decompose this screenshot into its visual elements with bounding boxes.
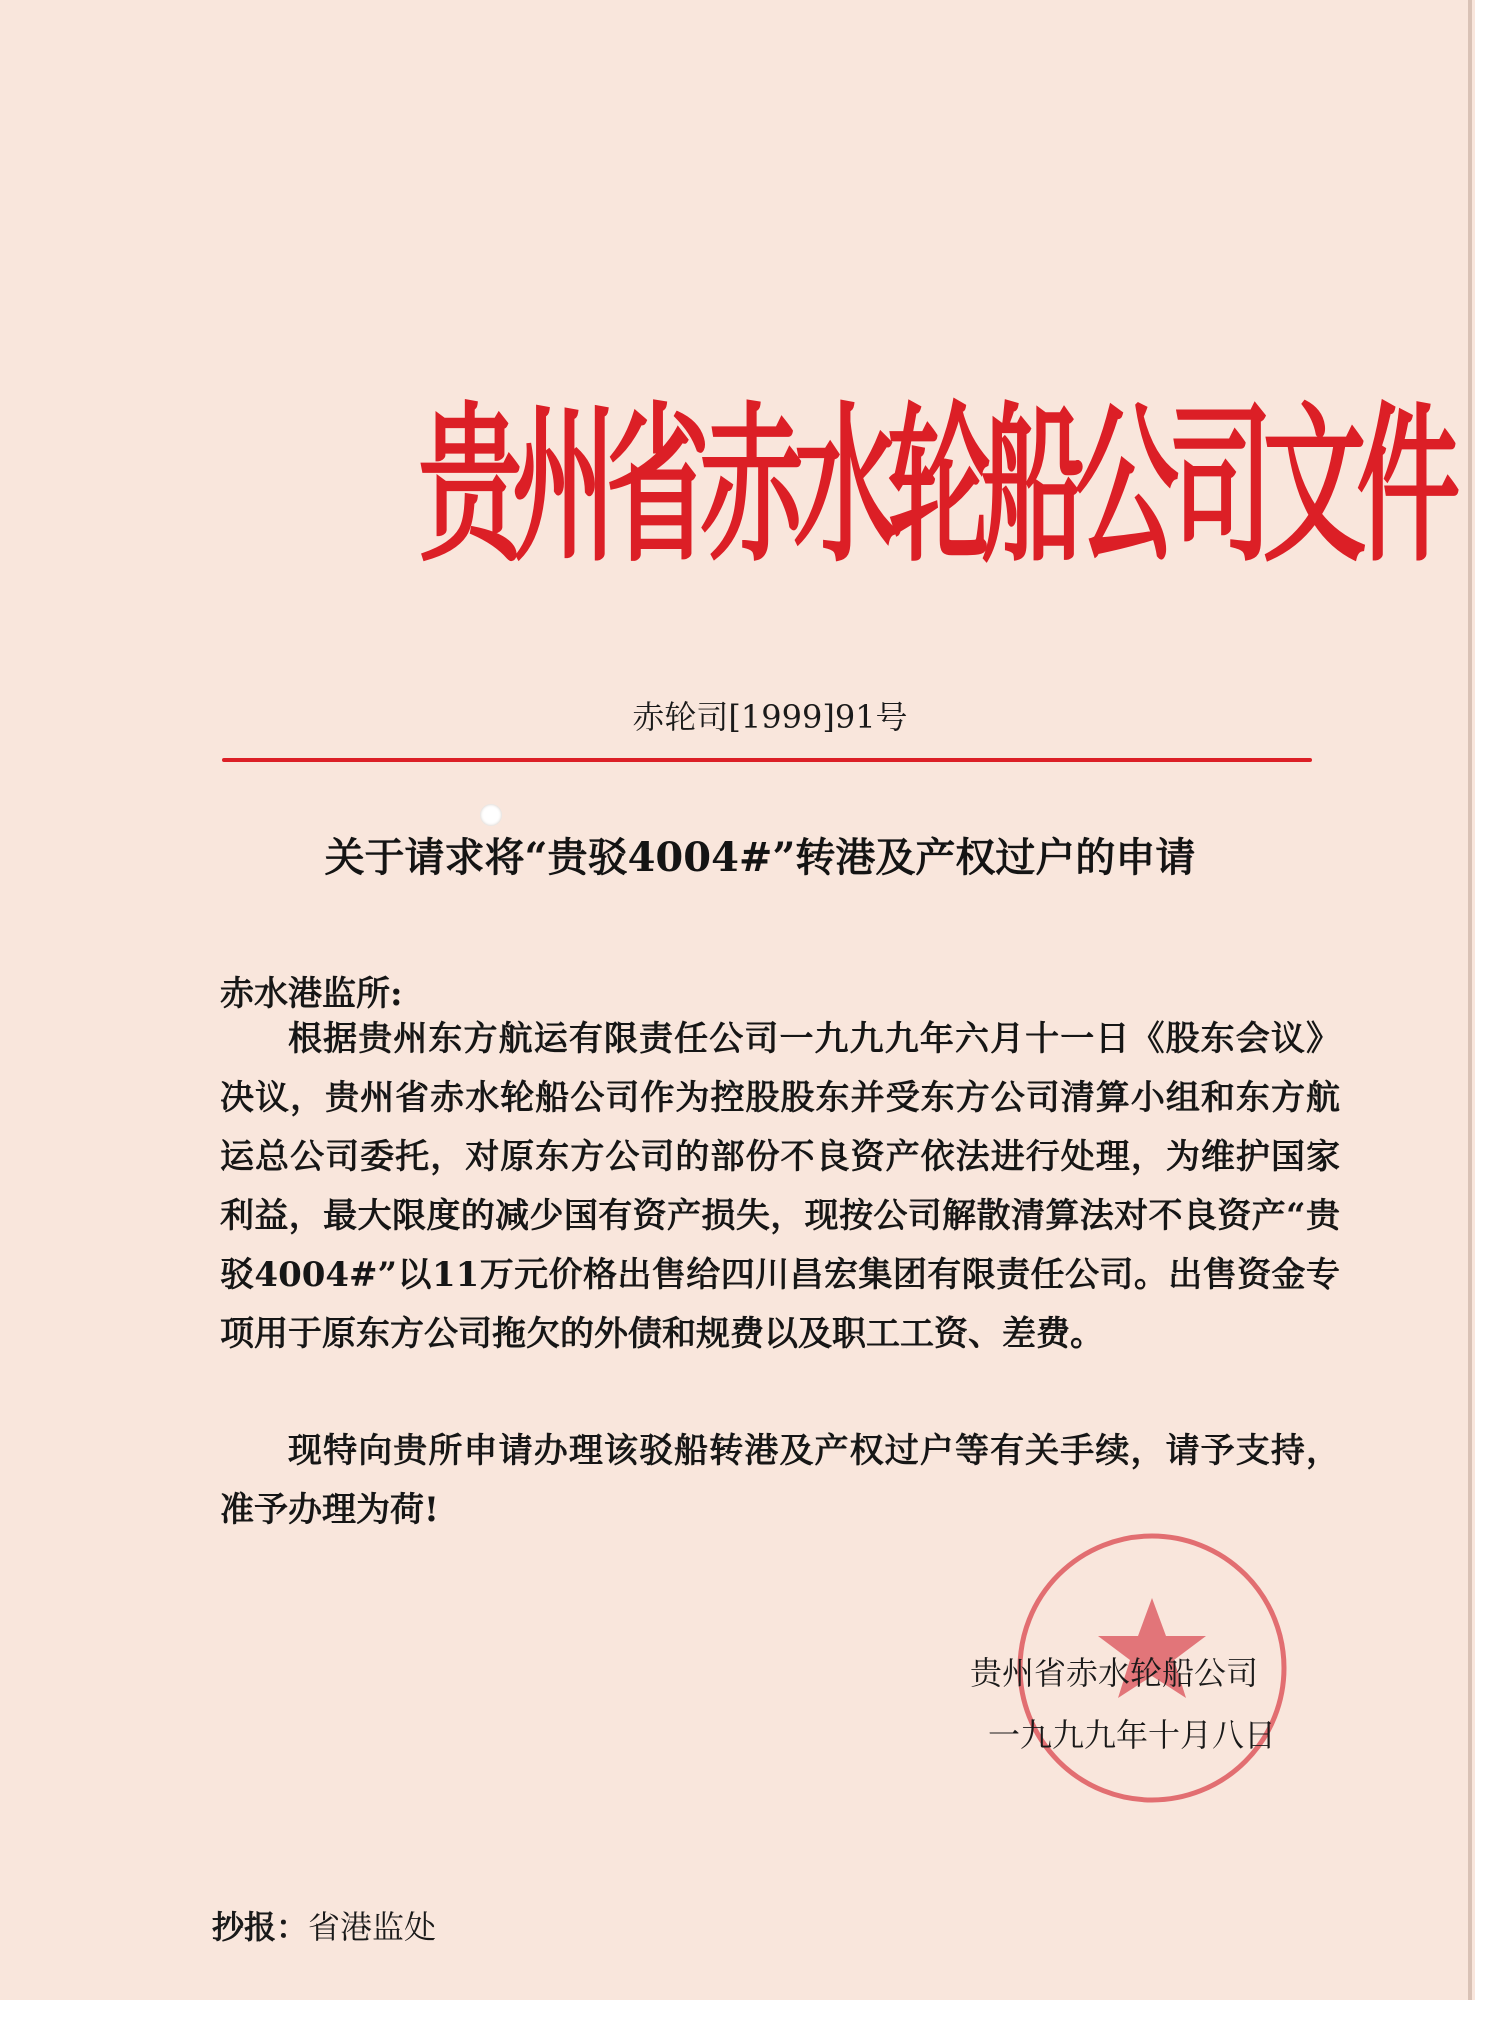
cc-label: 抄报：: [212, 1908, 309, 1946]
cc-line: [212, 1902, 712, 1948]
punch-hole: [480, 804, 502, 826]
body-paragraph-2: 现特向贵所申请办理该驳船转港及产权过户等有关手续，请予支持，准予办理为荷!: [220, 1431, 1340, 1530]
signature-date: 一九九九年十月八日: [988, 1716, 1277, 1754]
issuer-header-title: 贵州省赤水轮船公司文件: [418, 384, 1451, 586]
body-paragraph-1: 根据贵州东方航运有限责任公司一九九九年六月十一日《股东会议》决议，贵州省赤水轮船公司作为控股股东并受东方公司清算小组和东方航运总公司委托，对原东方公司的部份不良资产依法进行处理，为维护国家利益，最大限度的减少国有资产损失，现按公司解散清算法对不良资产“贵驳4004#”以11万元价格出售给四川昌宏集团有限责任公司。出售资金专项用于原东方公司拖欠的外债和规费以及职工工资、差费。: [220, 1019, 1340, 1354]
header-red-rule: [222, 758, 1312, 762]
document-number: 赤轮司[1999]91号: [632, 698, 908, 736]
page-edge: [1468, 0, 1472, 2000]
cc-recipients: 省港监处: [308, 1908, 437, 1946]
salutation: 赤水港监所:: [220, 974, 403, 1014]
signature-company: 贵州省赤水轮船公司: [970, 1654, 1259, 1692]
document-title: 关于请求将“贵驳4004#”转港及产权过户的申请: [324, 834, 1196, 881]
